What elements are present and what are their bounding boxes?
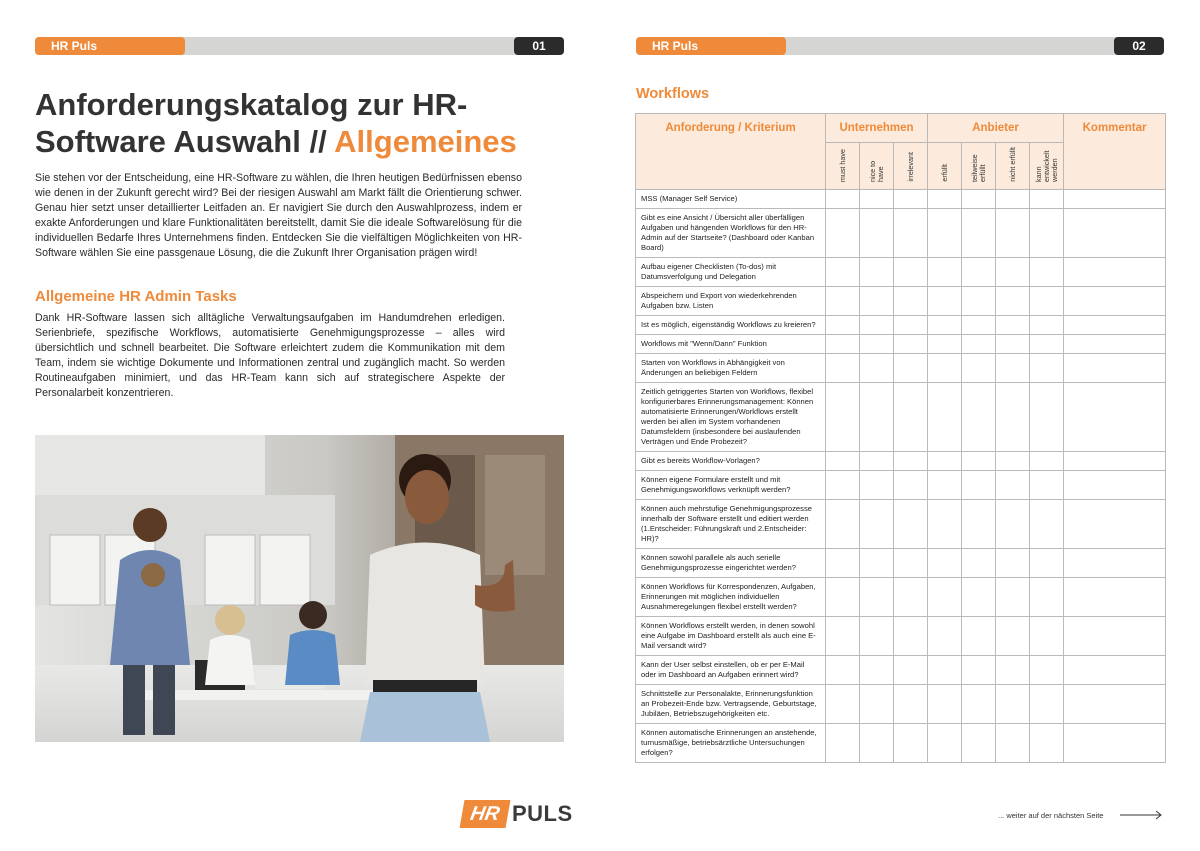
checkbox-cell[interactable]	[894, 724, 928, 763]
table-row	[636, 685, 1166, 724]
checkbox-cell[interactable]	[1030, 287, 1064, 316]
checkbox-cell[interactable]	[826, 209, 860, 258]
checkbox-cell[interactable]	[860, 724, 894, 763]
checkbox-cell[interactable]	[928, 335, 962, 354]
checkbox-cell[interactable]	[928, 354, 962, 383]
checkbox-cell[interactable]	[826, 656, 860, 685]
logo-puls-text: PULS	[512, 801, 573, 826]
checkbox-cell[interactable]	[996, 452, 1030, 471]
checkbox-cell[interactable]	[996, 354, 1030, 383]
office-photo	[35, 435, 564, 742]
comment-cell[interactable]	[1064, 724, 1166, 763]
table-row	[636, 209, 1166, 258]
requirement-cell: Abspeichern und Export von wiederkehrenden Aufgaben bzw. Listen	[636, 287, 826, 316]
checkbox-cell[interactable]	[1030, 549, 1064, 578]
checkbox-cell[interactable]	[860, 578, 894, 617]
checkbox-cell[interactable]	[928, 452, 962, 471]
checkbox-cell[interactable]	[962, 383, 996, 452]
checkbox-cell[interactable]	[962, 209, 996, 258]
comment-cell[interactable]	[1064, 190, 1166, 209]
table-row	[636, 617, 1166, 656]
comment-cell[interactable]	[1064, 578, 1166, 617]
checkbox-cell[interactable]	[996, 617, 1030, 656]
checkbox-cell[interactable]	[826, 500, 860, 549]
section-paragraph: Dank HR-Software lassen sich alltägliche Verwaltungsaufgaben im Handumdrehen erledigen. Serienbriefe, spezifische Workflows, automatisierte Genehmigungsprozesse – alles wird übersichtlich und schnell bearbeitet. Die Software erleichtert zudem die Kommunikation mit dem Team, indem sie wichtige Dokumente und Informationen zentral und zugänglich macht. So werden Routineaufgaben minimiert, und das HR-Team kann sich auf strategischere Aspekte der Personalarbeit konzentrieren.	[35, 312, 505, 399]
header-requirement: Anforderung / Kriterium	[636, 114, 826, 190]
checkbox-cell[interactable]	[860, 383, 894, 452]
checkbox-cell[interactable]	[894, 190, 928, 209]
brand-tag: HR Puls	[35, 37, 185, 55]
requirement-cell: Können eigene Formulare erstellt und mit Genehmigungsworkflows verknüpft werden?	[636, 471, 826, 500]
table-row	[636, 190, 1166, 209]
checkbox-cell[interactable]	[894, 549, 928, 578]
checkbox-cell[interactable]	[1030, 258, 1064, 287]
checkbox-cell[interactable]	[996, 471, 1030, 500]
checkbox-cell[interactable]	[962, 549, 996, 578]
comment-cell[interactable]	[1064, 354, 1166, 383]
comment-cell[interactable]	[1064, 549, 1166, 578]
requirement-cell: Aufbau eigener Checklisten (To-dos) mit Datumsverfolgung und Delegation	[636, 258, 826, 287]
checkbox-cell[interactable]	[1030, 685, 1064, 724]
requirement-cell: Können automatische Erinnerungen an anstehende, turnusmäßige, betriebsärztliche Untersuchungen erfolgen?	[636, 724, 826, 763]
table-row	[636, 354, 1166, 383]
checkbox-cell[interactable]	[826, 617, 860, 656]
checkbox-cell[interactable]	[996, 209, 1030, 258]
checkbox-cell[interactable]	[860, 617, 894, 656]
checkbox-cell[interactable]	[996, 656, 1030, 685]
requirement-cell: Kann der User selbst einstellen, ob er per E-Mail oder im Dashboard an Aufgaben erinnert wird?	[636, 656, 826, 685]
checkbox-cell[interactable]	[1030, 209, 1064, 258]
checkbox-cell[interactable]	[928, 287, 962, 316]
checkbox-cell[interactable]	[1030, 190, 1064, 209]
comment-cell[interactable]	[1064, 500, 1166, 549]
requirement-cell: Workflows mit "Wenn/Dann" Funktion	[636, 335, 826, 354]
comment-cell[interactable]	[1064, 383, 1166, 452]
checkbox-cell[interactable]	[962, 578, 996, 617]
checkbox-cell[interactable]	[826, 316, 860, 335]
checkbox-cell[interactable]	[962, 724, 996, 763]
checkbox-cell[interactable]	[962, 656, 996, 685]
requirement-cell: Zeitlich getriggertes Starten von Workflows, flexibel konfigurierbares Erinnerungsmanagement: Können automatisierte Erinnerungen/Workflows erstellt werden bei allen im System vorhandenen Datumsfeldern (insbesondere bei auslaufenden Verträgen und Ende Probezeit?	[636, 383, 826, 452]
checkbox-cell[interactable]	[1030, 335, 1064, 354]
checkbox-cell[interactable]	[962, 452, 996, 471]
comment-cell[interactable]	[1064, 316, 1166, 335]
checkbox-cell[interactable]	[962, 617, 996, 656]
checkbox-cell[interactable]	[894, 287, 928, 316]
checkbox-cell[interactable]	[894, 617, 928, 656]
checkbox-cell[interactable]	[928, 617, 962, 656]
table-row	[636, 452, 1166, 471]
checkbox-cell[interactable]	[928, 549, 962, 578]
requirement-cell: Gibt es eine Ansicht / Übersicht aller überfälligen Aufgaben und hängenden Workflows für den HR-Admin auf der Startseite? (Dashboard oder Kanban Board)	[636, 209, 826, 258]
checkbox-cell[interactable]	[894, 578, 928, 617]
checkbox-cell[interactable]	[962, 335, 996, 354]
checkbox-cell[interactable]	[1030, 354, 1064, 383]
header-nice-to-have: nice to have	[860, 143, 894, 190]
checkbox-cell[interactable]	[1030, 617, 1064, 656]
checkbox-cell[interactable]	[1030, 656, 1064, 685]
page-title	[35, 86, 555, 160]
checkbox-cell[interactable]	[826, 287, 860, 316]
checkbox-cell[interactable]	[894, 656, 928, 685]
checkbox-cell[interactable]	[860, 549, 894, 578]
checkbox-cell[interactable]	[1030, 383, 1064, 452]
title-accent: Allgemeines	[334, 124, 517, 159]
title-main: Anforderungskatalog zur HR-Software Auswahl //	[35, 87, 468, 159]
checkbox-cell[interactable]	[928, 578, 962, 617]
checkbox-cell[interactable]	[928, 656, 962, 685]
checkbox-cell[interactable]	[826, 258, 860, 287]
checkbox-cell[interactable]	[928, 685, 962, 724]
header-can-be-developed: kann entwickelt werden	[1030, 143, 1064, 190]
checkbox-cell[interactable]	[826, 354, 860, 383]
checkbox-cell[interactable]	[996, 578, 1030, 617]
header-partially-fulfilled: teilweise erfüllt	[962, 143, 996, 190]
header-irrelevant: irrelevant	[894, 143, 928, 190]
arrow-right-icon	[1120, 810, 1164, 820]
comment-cell[interactable]	[1064, 452, 1166, 471]
table-row	[636, 258, 1166, 287]
comment-cell[interactable]	[1064, 685, 1166, 724]
checkbox-cell[interactable]	[1030, 471, 1064, 500]
checkbox-cell[interactable]	[996, 190, 1030, 209]
checkbox-cell[interactable]	[860, 656, 894, 685]
checkbox-cell[interactable]	[996, 549, 1030, 578]
checkbox-cell[interactable]	[1030, 578, 1064, 617]
checkbox-cell[interactable]	[826, 190, 860, 209]
requirement-cell: Starten von Workflows in Abhängigkeit von Änderungen an beliebigen Feldern	[636, 354, 826, 383]
requirement-cell: Können sowohl parallele als auch serielle Genehmigungsprozesse eingerichtet werden?	[636, 549, 826, 578]
table-row	[636, 549, 1166, 578]
checkbox-cell[interactable]	[996, 500, 1030, 549]
table-row	[636, 287, 1166, 316]
checkbox-cell[interactable]	[894, 209, 928, 258]
checkbox-cell[interactable]	[996, 685, 1030, 724]
checkbox-cell[interactable]	[860, 354, 894, 383]
header-must-have: must have	[826, 143, 860, 190]
checkbox-cell[interactable]	[928, 258, 962, 287]
requirement-cell: Schnittstelle zur Personalakte, Erinnerungsfunktion an Probezeit-Ende bzw. Vertragsende, Geburtstage, Jubiläen, Betriebszugehörigkeiten etc.	[636, 685, 826, 724]
checkbox-cell[interactable]	[1030, 316, 1064, 335]
checkbox-cell[interactable]	[894, 383, 928, 452]
comment-cell[interactable]	[1064, 656, 1166, 685]
header-vendor: Anbieter	[928, 114, 1064, 143]
checkbox-cell[interactable]	[962, 287, 996, 316]
checkbox-cell[interactable]	[894, 471, 928, 500]
checkbox-cell[interactable]	[860, 190, 894, 209]
requirement-cell: Gibt es bereits Workflow-Vorlagen?	[636, 452, 826, 471]
checkbox-cell[interactable]	[860, 287, 894, 316]
section-title: Allgemeine HR Admin Tasks	[35, 288, 237, 305]
checkbox-cell[interactable]	[928, 383, 962, 452]
page-number: 02	[1114, 37, 1164, 55]
checkbox-cell[interactable]	[826, 383, 860, 452]
checkbox-cell[interactable]	[996, 383, 1030, 452]
checkbox-cell[interactable]	[928, 190, 962, 209]
requirement-cell: Können Workflows erstellt werden, in denen sowohl eine Aufgabe im Dashboard erstellt als auch eine E-Mail versandt wird?	[636, 617, 826, 656]
checkbox-cell[interactable]	[894, 452, 928, 471]
page-header-bar	[636, 37, 1164, 55]
checkbox-cell[interactable]	[962, 685, 996, 724]
comment-cell[interactable]	[1064, 471, 1166, 500]
comment-cell[interactable]	[1064, 287, 1166, 316]
checkbox-cell[interactable]	[826, 335, 860, 354]
brand-tag: HR Puls	[636, 37, 786, 55]
table-row	[636, 471, 1166, 500]
checkbox-cell[interactable]	[860, 209, 894, 258]
workflows-title: Workflows	[636, 86, 710, 102]
checkbox-cell[interactable]	[962, 258, 996, 287]
comment-cell[interactable]	[1064, 617, 1166, 656]
checkbox-cell[interactable]	[962, 316, 996, 335]
checkbox-cell[interactable]	[962, 471, 996, 500]
header-company: Unternehmen	[826, 114, 928, 143]
requirement-cell: Ist es möglich, eigenständig Workflows zu kreieren?	[636, 316, 826, 335]
checkbox-cell[interactable]	[860, 471, 894, 500]
checkbox-cell[interactable]	[826, 685, 860, 724]
header-not-fulfilled: nicht erfüllt	[996, 143, 1030, 190]
continue-note: ... weiter auf der nächsten Seite	[998, 811, 1104, 820]
header-fulfilled: erfüllt	[928, 143, 962, 190]
checkbox-cell[interactable]	[860, 685, 894, 724]
intro-paragraph: Sie stehen vor der Entscheidung, eine HR-Software zu wählen, die Ihren heutigen Bedürfnissen ebenso wie denen in der Zukunft gerecht wird? Bei der riesigen Auswahl am Markt fällt die Orientierung schwer. Genau hier setzt unser detaillierter Leitfaden an. Er navigiert Sie durch den Auswahlprozess, indem er exakte Anforderungen und klare Funktionalitäten bereitstellt, damit Sie die ideale Softwarelösung für die individuellen Bedarfe Ihres Unternehmens finden. Entdecken Sie die vielfältigen Möglichkeiten von HR-Software wählen Sie eine passgenaue Lösung, die die Zukunft Ihrer Organisation prägen wird!	[35, 172, 522, 259]
checkbox-cell[interactable]	[962, 190, 996, 209]
checkbox-cell[interactable]	[996, 316, 1030, 335]
checkbox-cell[interactable]	[826, 578, 860, 617]
table-row	[636, 335, 1166, 354]
table-row	[636, 500, 1166, 549]
checkbox-cell[interactable]	[894, 316, 928, 335]
checkbox-cell[interactable]	[894, 354, 928, 383]
checkbox-cell[interactable]	[928, 724, 962, 763]
checkbox-cell[interactable]	[860, 335, 894, 354]
checkbox-cell[interactable]	[894, 335, 928, 354]
checkbox-cell[interactable]	[894, 685, 928, 724]
checkbox-cell[interactable]	[1030, 500, 1064, 549]
checkbox-cell[interactable]	[860, 258, 894, 287]
table-row	[636, 724, 1166, 763]
table-row	[636, 316, 1166, 335]
page-number: 01	[514, 37, 564, 55]
header-comment: Kommentar	[1064, 114, 1166, 190]
checkbox-cell[interactable]	[996, 335, 1030, 354]
checkbox-cell[interactable]	[928, 209, 962, 258]
table-row	[636, 383, 1166, 452]
checkbox-cell[interactable]	[928, 471, 962, 500]
comment-cell[interactable]	[1064, 209, 1166, 258]
table-row	[636, 656, 1166, 685]
checkbox-cell[interactable]	[996, 287, 1030, 316]
checkbox-cell[interactable]	[826, 452, 860, 471]
checkbox-cell[interactable]	[894, 500, 928, 549]
requirements-table	[635, 113, 1166, 763]
requirement-cell: Können Workflows für Korrespondenzen, Aufgaben, Erinnerungen mit möglichen individuellen Ausnahmeregelungen flexibel erstellt werden?	[636, 578, 826, 617]
page-header-bar	[35, 37, 564, 55]
checkbox-cell[interactable]	[826, 471, 860, 500]
table-row	[636, 578, 1166, 617]
checkbox-cell[interactable]	[894, 258, 928, 287]
checkbox-cell[interactable]	[928, 500, 962, 549]
checkbox-cell[interactable]	[860, 500, 894, 549]
checkbox-cell[interactable]	[826, 549, 860, 578]
checkbox-cell[interactable]	[1030, 452, 1064, 471]
page-right	[600, 0, 1200, 851]
checkbox-cell[interactable]	[962, 354, 996, 383]
checkbox-cell[interactable]	[996, 258, 1030, 287]
checkbox-cell[interactable]	[826, 724, 860, 763]
checkbox-cell[interactable]	[996, 724, 1030, 763]
checkbox-cell[interactable]	[1030, 724, 1064, 763]
checkbox-cell[interactable]	[860, 452, 894, 471]
requirement-cell: MSS (Manager Self Service)	[636, 190, 826, 209]
requirement-cell: Können auch mehrstufige Genehmigungsprozesse innerhalb der Software erstellt und editiert werden (1.Entscheider: Führungskraft und 2.Entscheider: HR)?	[636, 500, 826, 549]
checkbox-cell[interactable]	[860, 316, 894, 335]
checkbox-cell[interactable]	[928, 316, 962, 335]
logo-hr-mark: HR	[460, 800, 511, 828]
checkbox-cell[interactable]	[962, 500, 996, 549]
comment-cell[interactable]	[1064, 335, 1166, 354]
comment-cell[interactable]	[1064, 258, 1166, 287]
